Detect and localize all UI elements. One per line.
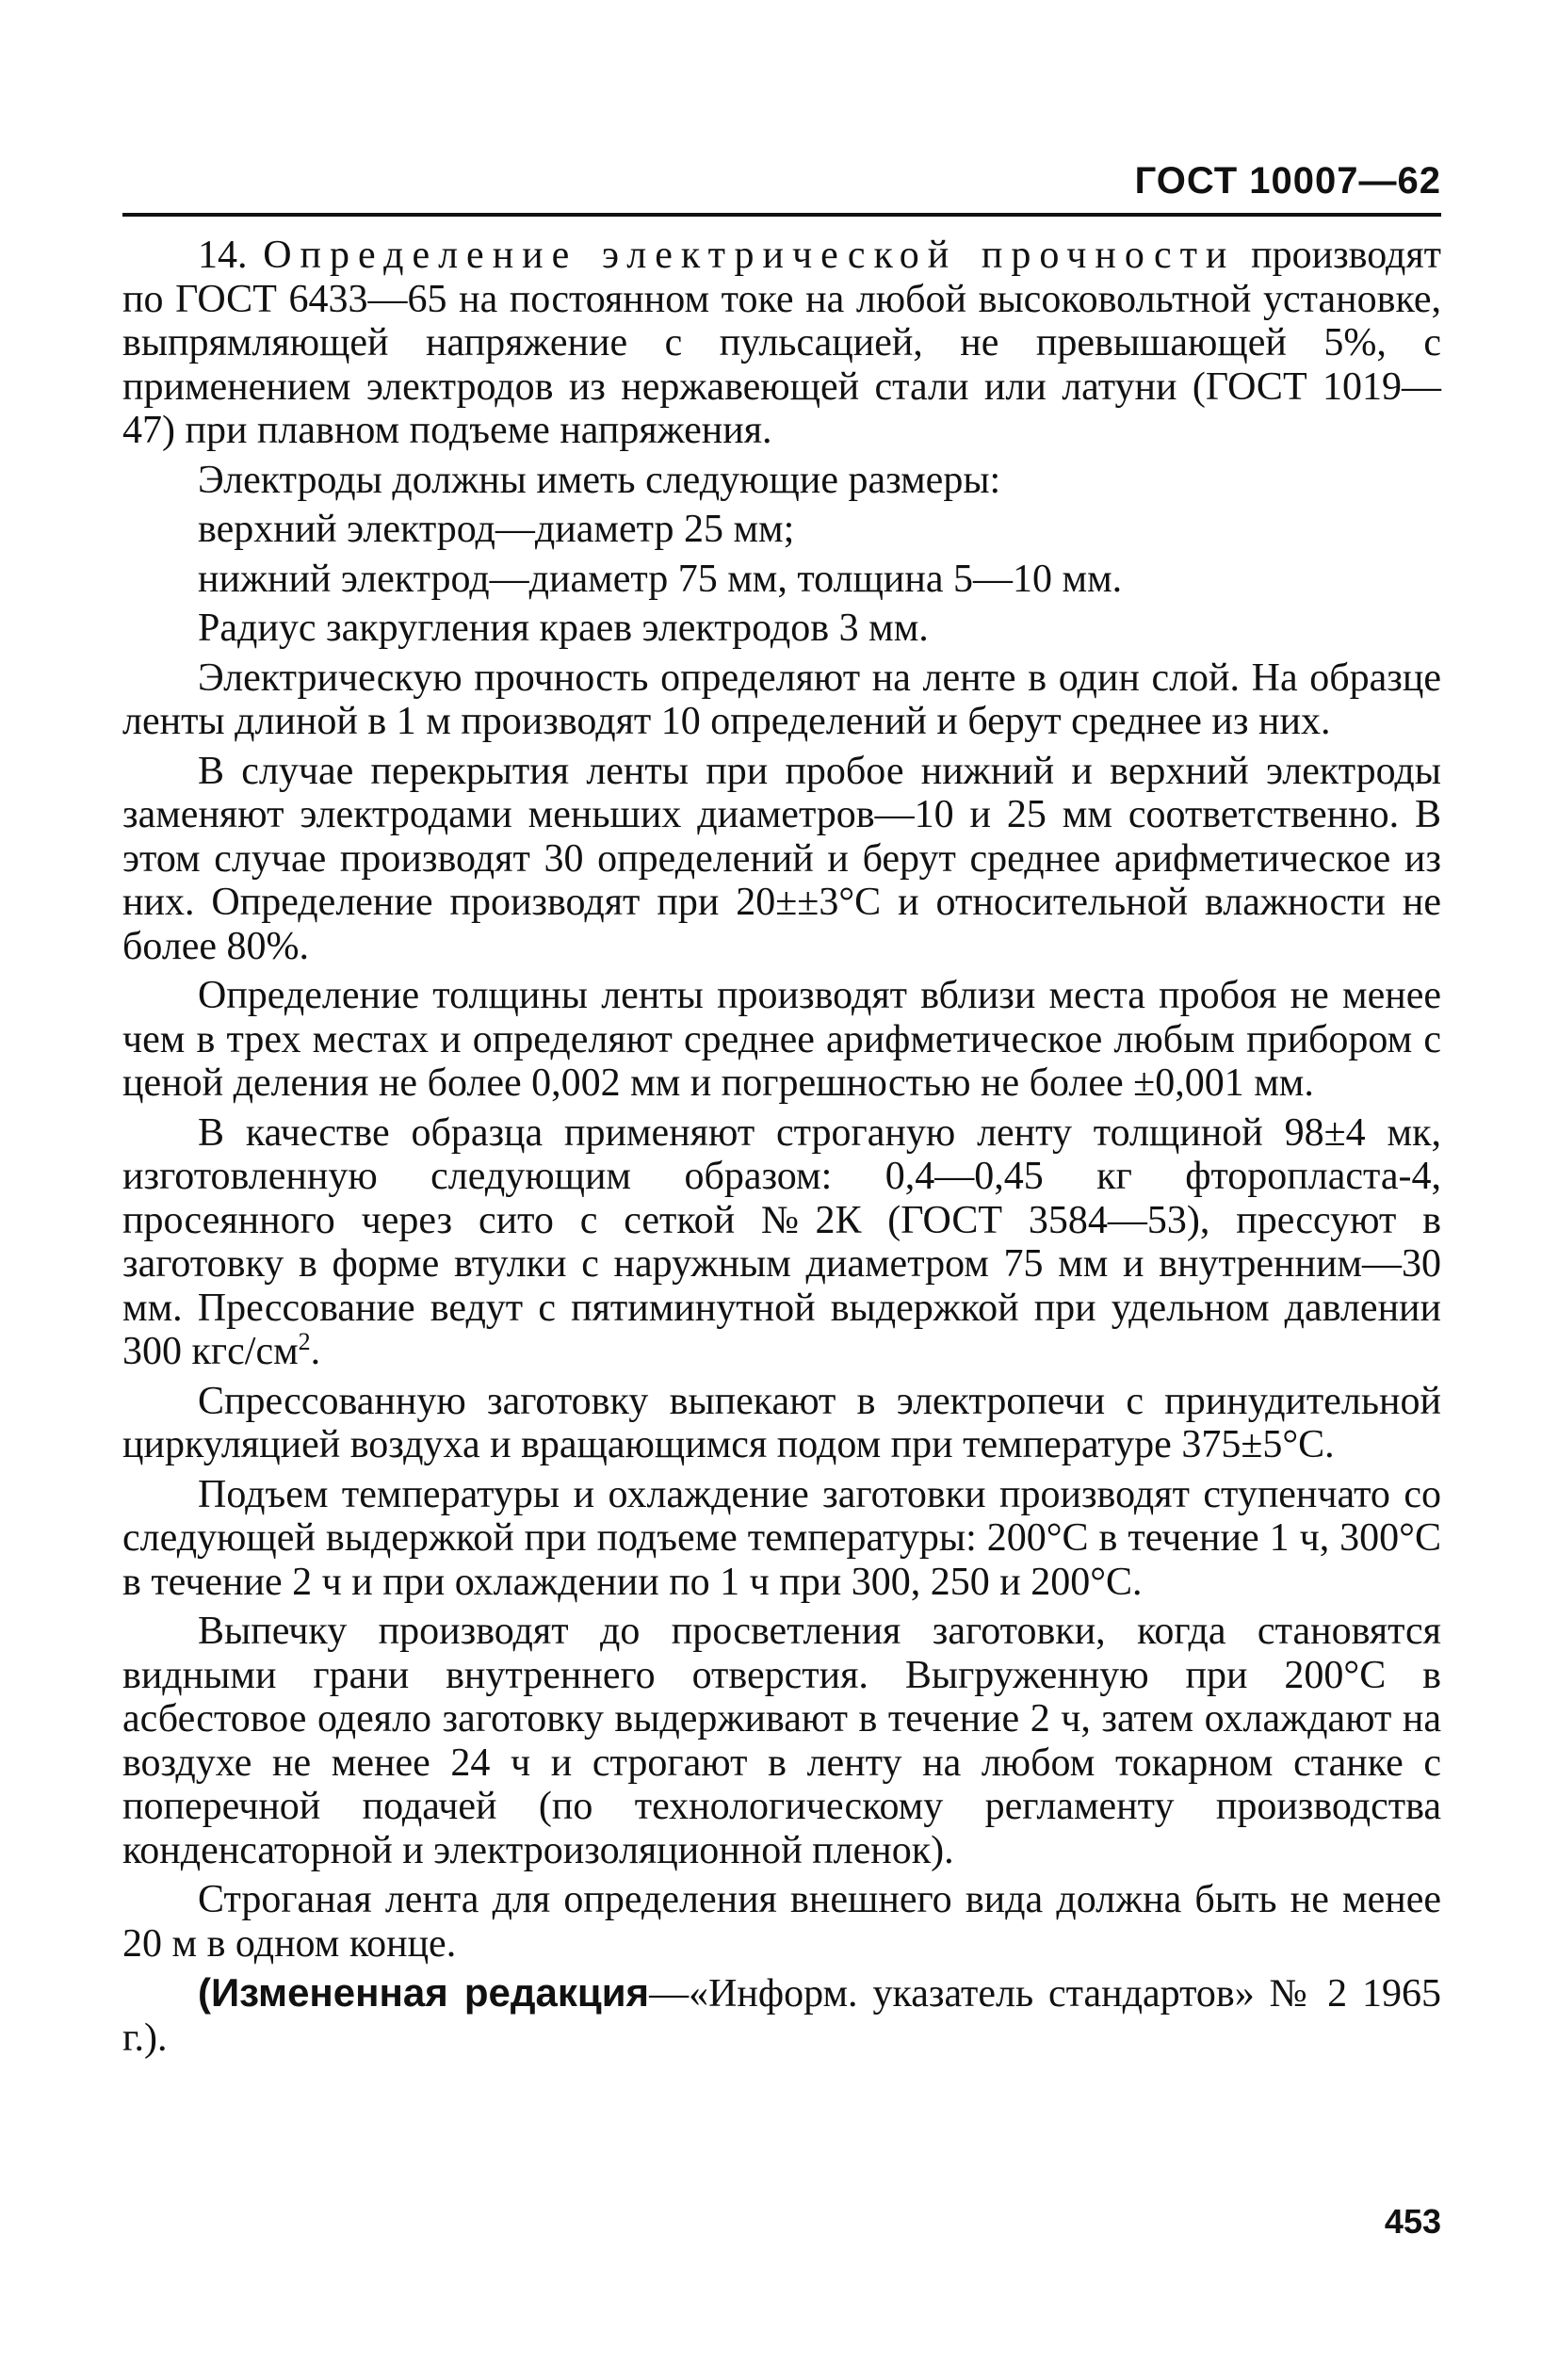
header-rule xyxy=(122,213,1441,217)
paragraph-temperature: Подъем температуры и охлаждение заготовки производят ступенчато со следующей выдержкой при подъеме температуры: 200°С в течение 1 ч, 300°С в течение 2 ч и при охлаждении по 1 ч при 300, 250 и 200°С. xyxy=(122,1472,1441,1604)
standard-number: ГОСТ 10007—62 xyxy=(1134,160,1441,202)
radius-line: Радиус закругления краев электродов 3 мм. xyxy=(198,607,929,650)
paragraph-process: Выпечку производят до просветления заготовки, когда становятся видными грани внутреннего отверстия. Выгруженную при 200°С в асбестовое одеяло заготовку выдерживают в течение 2 ч, затем охлаждают на воздухе не менее 24 ч и строгают в ленту на любом токарном станке с поперечной подачей (по технологическому регламенту производства конденсаторной и электроизоляционной пленок). xyxy=(122,1610,1441,1872)
document-body xyxy=(122,234,1441,2065)
paragraph-14-text: производят по ГОСТ 6433—65 на постоянном токе на любой высоковольтной установке, выпрямляющей напряжение с пульсацией, не превышающей 5%, с применением электродов из нержавеющей стали или латуни (ГОСТ 1019—47) при плавном подъеме напряжения. xyxy=(122,234,1442,452)
superscript: 2 xyxy=(298,1328,311,1355)
revision-text: —«Информ. указатель стандартов» № 2 1965 г.). xyxy=(122,1972,1441,2060)
page-number: 453 xyxy=(1384,2202,1441,2241)
paragraph-thickness: Определение толщины ленты производят вблизи места пробоя не менее чем в трех местах и определяют среднее арифметическое любым прибором с ценой деления не более 0,002 мм и погрешностью не более ±0,001 мм. xyxy=(122,974,1441,1105)
paragraph-baking: Спрессованную заготовку выпекают в электропечи с принудительной циркуляцией воздуха и вращающимся подом при температуре 375±5°С. xyxy=(122,1379,1441,1466)
document-header xyxy=(122,160,1441,202)
paragraph-strength: Электрическую прочность определяют на ленте в один слой. На образце ленты длиной в 1 м производят 10 определений и берут среднее из них. xyxy=(122,656,1441,743)
paragraph-revision xyxy=(122,1971,1441,2060)
paragraph-overlap: В случае перекрытия ленты при пробое нижний и верхний электроды заменяют электродами меньших диаметров—10 и 25 мм соответственно. В этом случае производят 30 определений и берут среднее арифметическое из них. Определение производят при 20±±3°С и относительной влажности не более 80%. xyxy=(122,749,1441,968)
paragraph-14 xyxy=(122,234,1441,453)
upper-electrode-line: верхний электрод—диаметр 25 мм; xyxy=(198,508,795,551)
section-number: 14. xyxy=(198,234,248,277)
section-term: Определение электрической прочности xyxy=(263,234,1236,277)
paragraph-length: Строганая лента для определения внешнего вида должна быть не менее 20 м в одном конце. xyxy=(122,1878,1441,1966)
paragraph-electrodes: Электроды должны иметь следующие размеры: xyxy=(198,458,1001,502)
lower-electrode-line: нижний электрод—диаметр 75 мм, толщина 5—10 мм. xyxy=(198,557,1123,601)
paragraph-sample: В качестве образца применяют строганую ленту толщиной 98±4 мк, изготовленную следующим образом: 0,4—0,45 кг фторопласта-4, просеянного через сито с сеткой №2К (ГОСТ 3584—53), прессуют в заготовку в форме втулки с наружным диаметром 75 мм и внутренним—30 мм. Прессование ведут с пятиминутной выдержкой при удельном давлении 300 кгс/$см^2$. xyxy=(122,1110,1441,1373)
revision-label: (Измененная редакция xyxy=(198,1970,650,2015)
